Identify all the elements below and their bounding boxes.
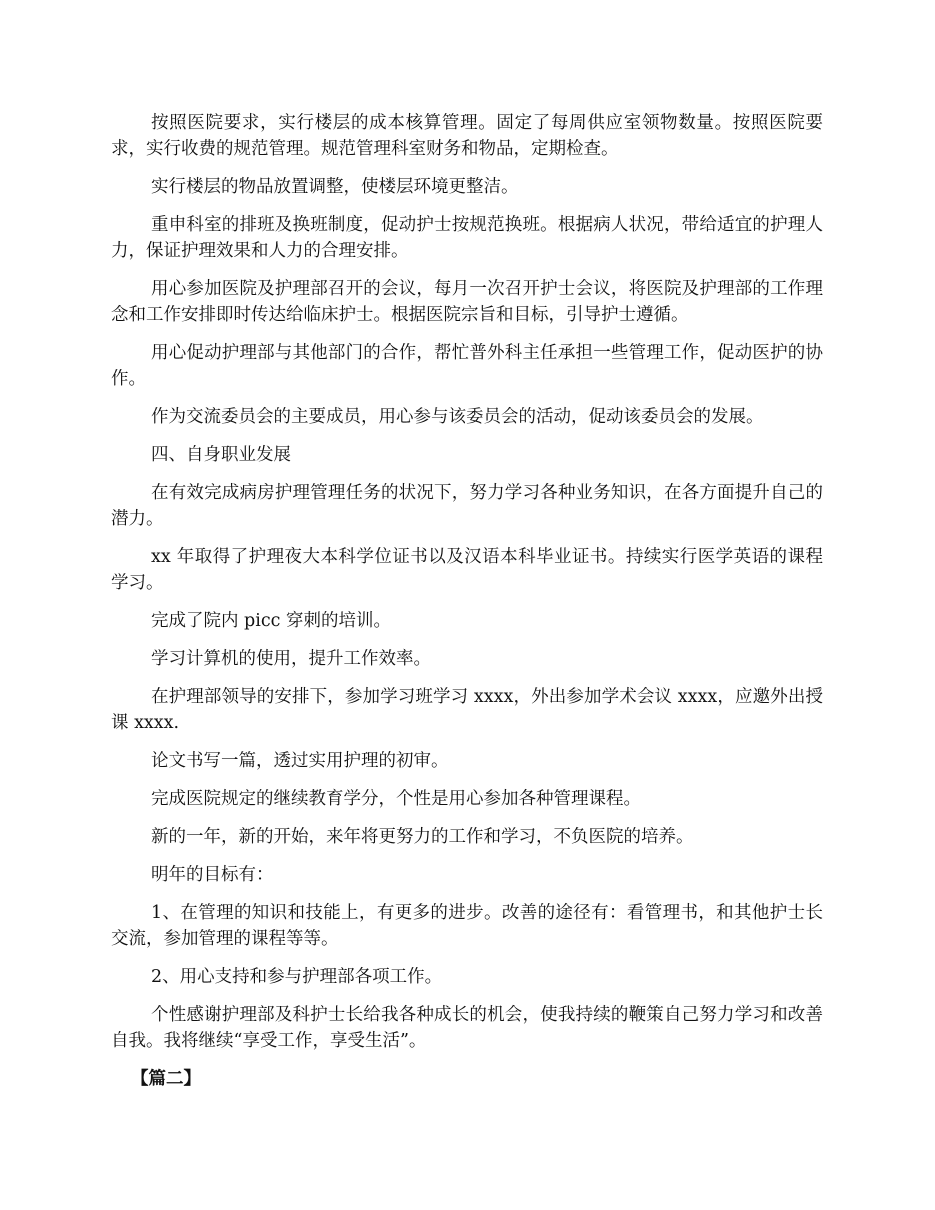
paragraph-cooperation: 用心促动护理部与其他部门的合作，帮忙普外科主任承担一些管理工作，促动医护的协作。 — [111, 343, 823, 389]
paragraph-study: 在有效完成病房护理管理任务的状况下，努力学习各种业务知识，在各方面提升自己的潜力。 — [111, 483, 823, 529]
paragraph-computer: 学习计算机的使用，提升工作效率。 — [151, 649, 431, 669]
paragraph-certificates: xx 年取得了护理夜大本科学位证书以及汉语本科毕业证书。持续实行医学英语的课程学习。 — [111, 547, 823, 593]
paragraph-paper: 论文书写一篇，透过实用护理的初审。 — [151, 751, 449, 771]
paragraph-cost-management: 按照医院要求，实行楼层的成本核算管理。固定了每周供应室领物数量。按照医院要求，实行收费的规范管理。规范管理科室财务和物品，定期检查。 — [111, 113, 823, 159]
paragraph-floor-items: 实行楼层的物品放置调整，使楼层环境更整洁。 — [151, 177, 519, 197]
paragraph-committee: 作为交流委员会的主要成员，用心参与该委员会的活动，促动该委员会的发展。 — [151, 407, 764, 427]
section-marker: 【篇二】 — [131, 1069, 201, 1089]
document-page — [111, 110, 823, 1104]
paragraph-shift-system: 重申科室的排班及换班制度，促动护士按规范换班。根据病人状况，带给适宜的护理人力，保证护理效果和人力的合理安排。 — [111, 215, 823, 261]
paragraph-new-year: 新的一年，新的开始，来年将更努力的工作和学习，不负医院的培养。 — [151, 827, 694, 847]
paragraph-picc-training: 完成了院内 picc 穿刺的培训。 — [151, 611, 392, 631]
paragraph-goals-intro: 明年的目标有： — [151, 865, 274, 885]
paragraph-education-credits: 完成医院规定的继续教育学分，个性是用心参加各种管理课程。 — [151, 789, 641, 809]
paragraph-thanks: 个性感谢护理部及科护士长给我各种成长的机会，使我持续的鞭策自己努力学习和改善自我。我将继续“享受工作，享受生活”。 — [111, 1005, 823, 1051]
paragraph-meetings: 用心参加医院及护理部召开的会议，每月一次召开护士会议，将医院及护理部的工作理念和工作安排即时传达给临床护士。根据医院宗旨和目标，引导护士遵循。 — [111, 279, 823, 325]
paragraph-courses: 在护理部领导的安排下，参加学习班学习 xxxx，外出参加学术会议 xxxx，应邀外出授课 xxxx. — [111, 687, 823, 733]
paragraph-goal-2: 2、用心支持和参与护理部各项工作。 — [151, 967, 443, 987]
section-heading-career-development: 四、自身职业发展 — [151, 445, 291, 465]
paragraph-goal-1: 1、在管理的知识和技能上，有更多的进步。改善的途径有：看管理书，和其他护士长交流，参加管理的课程等等。 — [111, 903, 823, 949]
